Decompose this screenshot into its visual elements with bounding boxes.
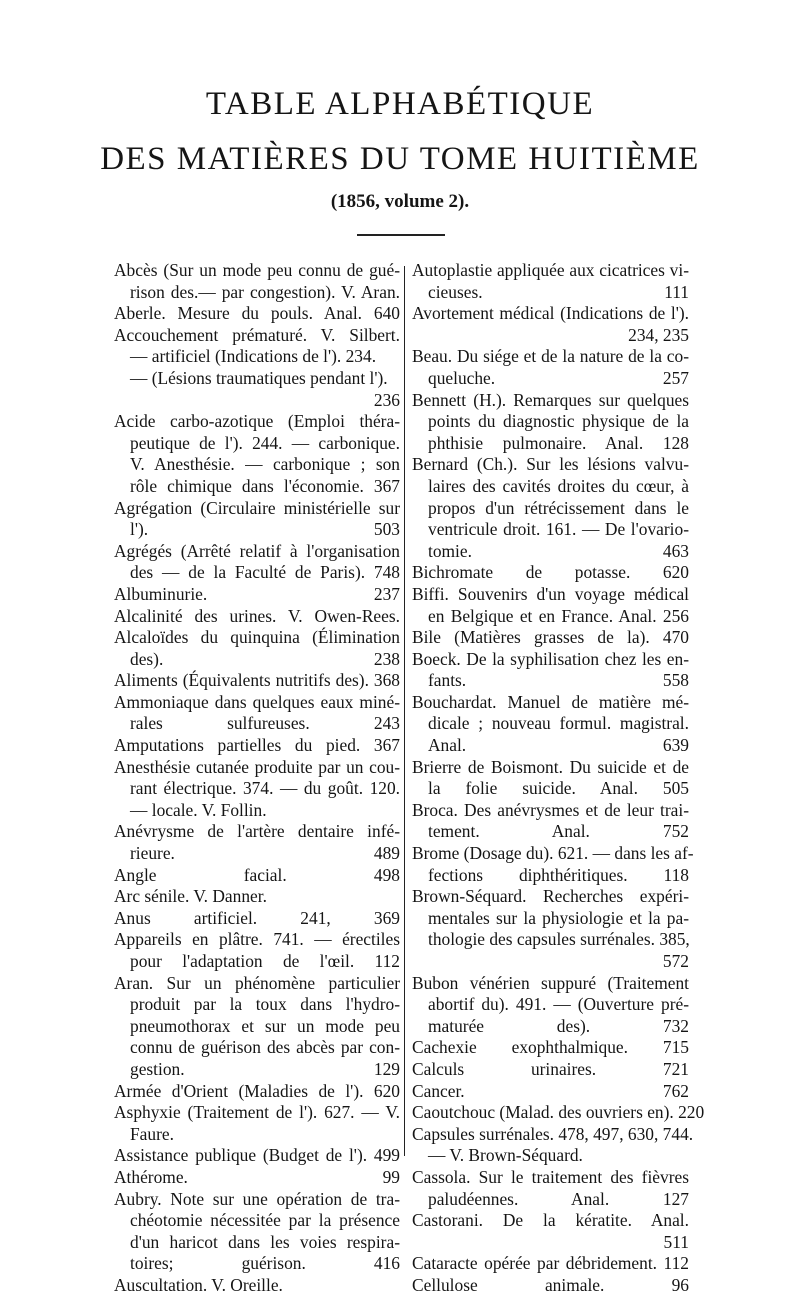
index-line: Bubon vénérien suppuré (Traitement [412,972,689,993]
index-line: l'). 503 [130,519,400,540]
index-line: Bennett (H.). Remarques sur quelques [412,389,689,410]
index-line: 511 [663,1231,689,1252]
index-column-right [412,260,705,1297]
index-line: — (Lésions traumatiques pendant l'). [130,367,388,388]
index-line: Cataracte opérée par débridement. 112 [412,1253,689,1274]
index-line: en Belgique et en France. Anal. 256 [428,605,689,626]
index-line: connu de guérison des abcès par con- [130,1037,400,1058]
index-line: cieuses. 111 [428,281,689,302]
index-line: pour l'adaptation de l'œil. 112 [130,951,400,971]
index-line: rôle chimique dans l'économie. 367 [130,475,400,496]
index-line: Armée d'Orient (Maladies de l'). 620 [114,1080,400,1101]
index-line: Avortement médical (Indications de l'). [412,303,689,324]
index-line: Bichromate de potasse. 620 [412,562,689,583]
column-divider [404,266,405,1156]
index-line: fants. 558 [428,670,689,691]
index-line: V. Anesthésie. — carbonique ; son [130,454,400,475]
index-line: ventricule droit. 161. — De l'ovario- [428,519,689,540]
index-line: Bouchardat. Manuel de matière mé- [412,691,689,712]
index-line: Amputations partielles du pied. 367 [114,735,400,756]
index-line: la folie suicide. Anal. 505 [428,778,689,799]
index-line: Bile (Matières grasses de la). 470 [412,627,689,648]
page-title-line1: TABLE ALPHABÉTIQUE [205,86,595,122]
index-line: gestion. 129 [130,1058,400,1079]
index-line: Anesthésie cutanée produite par un cou- [114,756,400,777]
index-line: Anal. 639 [428,735,689,756]
index-line: Faure. [130,1123,174,1144]
index-line: Cassola. Sur le traitement des fièvres [412,1166,689,1187]
index-line: Capsules surrénales. 478, 497, 630, 744. [412,1123,694,1144]
index-line: fections diphthéritiques. 118 [428,864,689,885]
index-line: Agrégés (Arrêté relatif à l'organisation [114,540,400,561]
index-line: Broca. Des anévrysmes et de leur trai- [412,799,689,820]
index-line: des — de la Faculté de Paris). 748 [130,562,400,583]
index-line: Acide carbo-azotique (Emploi théra- [114,411,400,432]
index-line: points du diagnostic physique de la [428,411,689,432]
index-line: Caoutchouc (Malad. des ouvriers en). 220 [412,1102,705,1123]
index-line: chéotomie nécessitée par la présence [130,1210,400,1231]
index-line: tement. Anal. 752 [428,821,689,842]
index-line: Aubry. Note sur une opération de tra- [114,1188,400,1209]
index-line: — artificiel (Indications de l'). 234. [130,346,377,367]
index-line: 234, 235 [628,324,689,345]
index-line: — V. Brown-Séquard. [428,1145,583,1166]
index-line: Aberle. Mesure du pouls. Anal. 640 [114,303,400,324]
index-line: Auscultation. V. Oreille. [114,1274,283,1295]
index-line: Brierre de Boismont. Du suicide et de [412,756,689,777]
index-line: laires des cavités droites du cœur, à [428,475,689,496]
index-line: Ammoniaque dans quelques eaux miné- [114,691,400,712]
index-line: queluche. 257 [428,367,689,388]
index-line: rant électrique. 374. — du goût. 120. [130,778,400,799]
index-line: Bernard (Ch.). Sur les lésions valvu- [412,454,689,475]
index-line: produit par la toux dans l'hydro- [130,994,400,1015]
index-line: Biffi. Souvenirs d'un voyage médical [412,583,689,604]
index-line: rieure. 489 [130,843,400,864]
index-line: Agrégation (Circulaire ministérielle sur [114,497,400,518]
index-line: rison des.— par congestion). V. Aran. [130,281,400,302]
index-line: Asphyxie (Traitement de l'). 627. — V. [114,1102,400,1123]
index-line: 572 [662,951,689,971]
index-line: d'un haricot dans les voies respira- [130,1231,400,1252]
index-line: Alcaloïdes du quinquina (Élimination [114,627,400,648]
index-line: Aran. Sur un phénomène particulier [114,972,400,993]
index-line: 236 [373,389,400,410]
index-line: Anévrysme de l'artère dentaire infé- [114,821,400,842]
index-line: Angle facial. 498 [114,864,400,885]
index-line: dicale ; nouveau formul. magistral. [428,713,689,734]
index-line: toires; guérison. 416 [130,1253,400,1274]
volume-subtitle: (1856, volume 2). [330,191,470,212]
index-line: tomie. 463 [428,540,689,561]
index-line: Aliments (Équivalents nutritifs des). 368 [114,670,400,691]
index-line: Anus artificiel. 241, 369 [114,907,400,928]
index-line: Albuminurie. 237 [114,583,400,604]
index-line: phthisie pulmonaire. Anal. 128 [428,432,689,453]
index-line: Calculs urinaires. 721 [412,1058,689,1079]
index-line: abortif du). 491. — (Ouverture pré- [428,994,689,1015]
index-line: maturée des). 732 [428,1015,689,1036]
index-line: rales sulfureuses. 243 [130,713,400,734]
index-line: Brome (Dosage du). 621. — dans les af- [412,843,694,864]
index-line: Castorani. De la kératite. Anal. [412,1210,689,1231]
index-line: Boeck. De la syphilisation chez les en- [412,648,689,669]
index-line: Cachexie exophthalmique. 715 [412,1037,689,1058]
index-line: Athérome. 99 [114,1166,400,1187]
index-line: Assistance publique (Budget de l'). 499 [114,1145,400,1166]
index-line: des). 238 [130,648,400,669]
index-line: — locale. V. Follin. [130,799,267,820]
index-line: Beau. Du siége et de la nature de la co- [412,346,689,367]
index-line: Appareils en plâtre. 741. — érectiles [114,929,400,950]
index-line: Cellulose animale. 96 [412,1274,689,1295]
index-line: Cancer. 762 [412,1080,689,1101]
index-line: mentales sur la physiologie et la pa- [428,907,689,928]
index-line: Brown-Séquard. Recherches expéri- [412,886,689,907]
page-title-line2: DES MATIÈRES DU TOME HUITIÈME [100,141,700,177]
index-line: Arc sénile. V. Danner. [114,886,267,907]
index-line: thologie des capsules surrénales. 385, [428,929,690,950]
index-line: Alcalinité des urines. V. Owen-Rees. [114,605,400,626]
index-line: Abcès (Sur un mode peu connu de gué- [114,260,400,280]
index-column-left [114,260,400,1297]
index-line: peutique de l'). 244. — carbonique. [130,432,400,453]
index-line: Autoplastie appliquée aux cicatrices vi- [412,260,689,280]
index-line: Accouchement prématuré. V. Silbert. [114,324,400,345]
title-rule [357,234,445,236]
index-line: propos d'un rétrécissement dans le [428,497,689,518]
index-line: pneumothorax et sur un mode peu [130,1015,400,1036]
index-line: paludéennes. Anal. 127 [428,1188,689,1209]
